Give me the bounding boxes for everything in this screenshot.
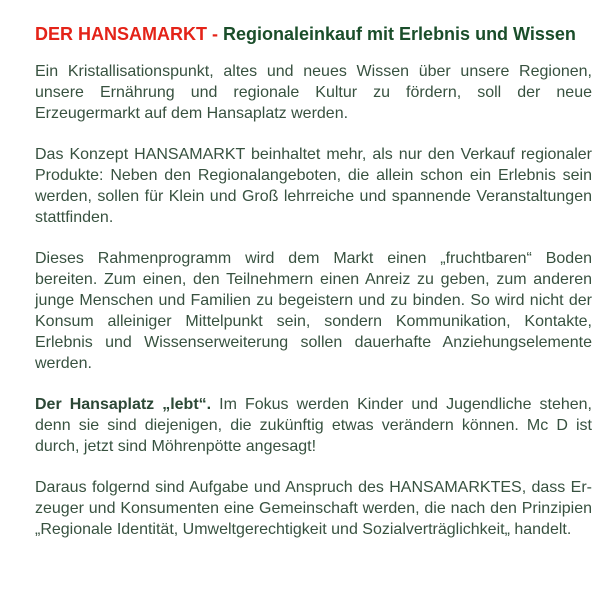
title-subtitle: Regionaleinkauf mit Erlebnis und Wissen bbox=[223, 24, 576, 44]
paragraph-hansaplatz-lebt-text: Im Fokus werden Kinder und Jugendliche stehen, denn sie sind diejenigen, die zukünftig etwas verändern können. Mc D ist durch, jetzt sind Möhrenpötte angesagt! bbox=[35, 396, 592, 455]
paragraph-intro: Ein Kristallisationspunkt, altes und neues Wissen über unsere Regionen, unsere Ernährung und regionale Kultur zu fördern, soll der neue Erzeugermarkt auf dem Hansaplatz werden. bbox=[35, 63, 592, 122]
paragraph-bold-lead: Der Hansaplatz „lebt“. bbox=[35, 396, 212, 413]
paragraph-rahmenprogramm: Dieses Rahmenprogramm wird dem Markt einen „fruchtbaren“ Boden bereiten. Zum einen, den Teilnehmern einen Anreiz zu geben, zum anderen junge Menschen und Familien zu begeistern und zu binden. So wird nicht der Konsum alleiniger Mittelpunkt sein, sondern Kommunikation, Kontakte, Erlebnis und Wissenserweiterung sollen dauerhafte Anziehungselemente werden. bbox=[35, 250, 592, 372]
page-title bbox=[35, 24, 592, 44]
paragraph-hansaplatz-lebt bbox=[35, 394, 592, 457]
paragraph-konzept: Das Konzept HANSAMARKT beinhaltet mehr, als nur den Verkauf regionaler Produkte: Neben den Regionalangeboten, die allein schon ein Erlebnis sein werden, sollen für Klein und Groß lehrreiche und spannende Veranstaltungen stattfinden. bbox=[35, 146, 592, 226]
title-brand: DER HANSAMARKT - bbox=[35, 24, 218, 44]
paragraph-schluss: Daraus folgernd sind Aufgabe und Anspruch des HANSAMARKTES, dass Erzeuger und Konsumenten eine Gemeinschaft werden, die nach den Prinzipien „Regionale Identität, Umweltgerechtigkeit und Sozialverträglichkeit„ handelt. bbox=[35, 479, 592, 538]
